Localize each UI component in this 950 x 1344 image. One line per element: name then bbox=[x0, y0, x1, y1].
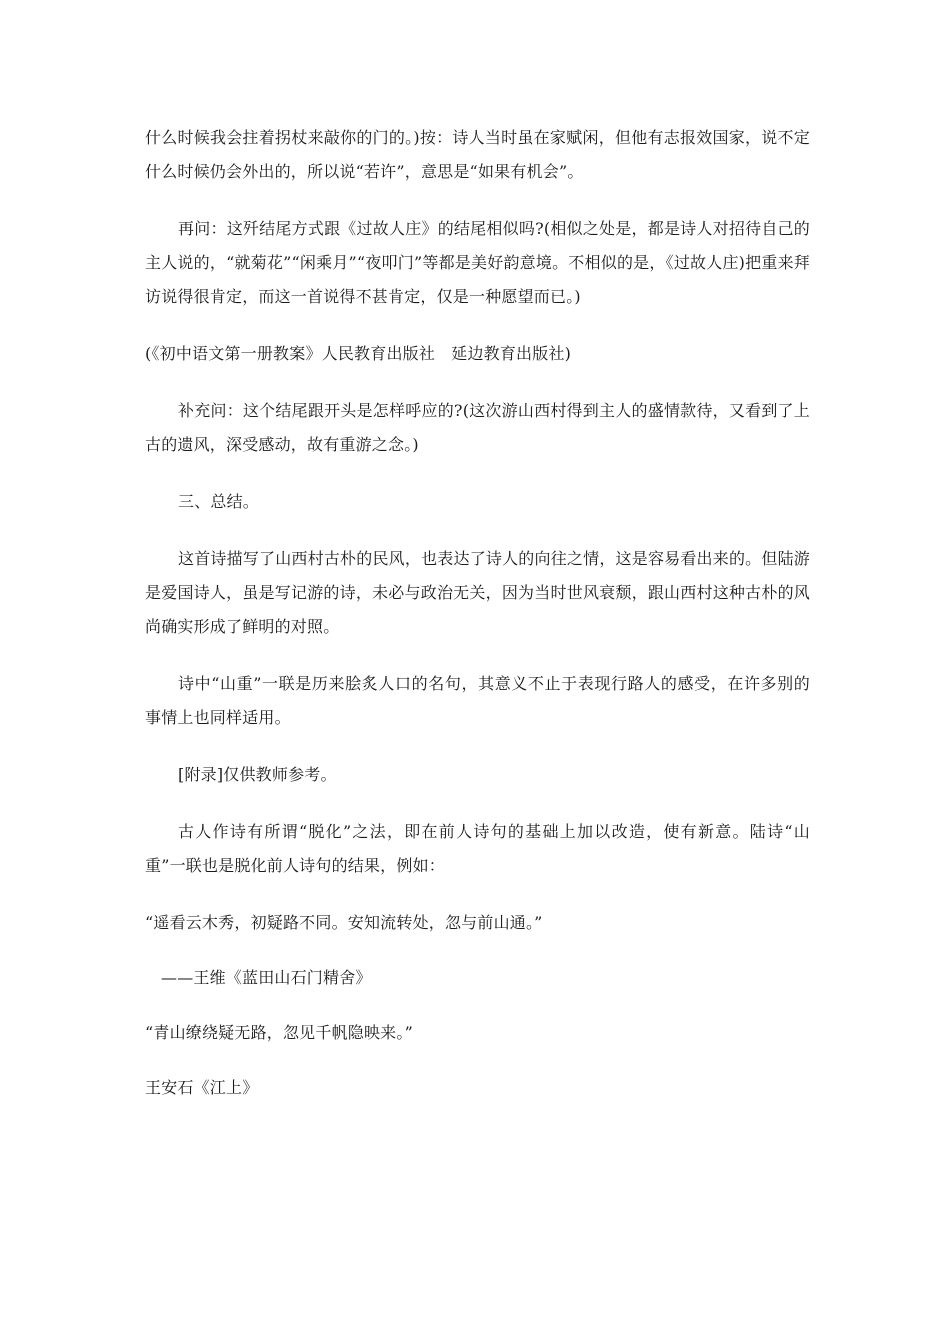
attribution-wang-wei: ——王维《蓝田山石门精舍》 bbox=[161, 968, 372, 987]
paragraph-2: 再问：这歼结尾方式跟《过故人庄》的结尾相似吗?(相似之处是，都是诗人对招待自己的主人说的，“就菊花”“闲乘月”“夜叩门”等都是美好韵意境。不相似的是，《过故人庄)把重来拜访说得很肯定，而这一首说得不甚肯定，仅是一种愿望而已。) bbox=[145, 219, 810, 306]
attribution-wang-anshi: 王安石《江上》 bbox=[145, 1078, 259, 1097]
appendix-heading: [附录]仅供教师参考。 bbox=[178, 765, 337, 784]
quote-wang-anshi: “青山缭绕疑无路，忽见千帆隐映来。” bbox=[145, 1023, 413, 1042]
quote-wang-wei: “遥看云木秀，初疑路不同。安知流转处，忽与前山通。” bbox=[145, 913, 543, 932]
paragraph-3: 补充问：这个结尾跟开头是怎样呼应的?(这次游山西村得到主人的盛情款待，又看到了上古的遗风，深受感动，故有重游之念。) bbox=[145, 401, 810, 454]
section-heading-summary: 三、总结。 bbox=[178, 492, 260, 511]
paragraph-6: 古人作诗有所谓“脱化”之法，即在前人诗句的基础上加以改造，使有新意。陆诗“山重”一联也是脱化前人诗句的结果，例如： bbox=[145, 822, 810, 875]
citation-line: (《初中语文第一册教案》人民教育出版社 延边教育出版社) bbox=[145, 344, 572, 363]
document-page bbox=[145, 121, 810, 1128]
paragraph-4: 这首诗描写了山西村古朴的民风，也表达了诗人的向往之情，这是容易看出来的。但陆游是爱国诗人，虽是写记游的诗，未必与政治无关，因为当时世风衰颓，跟山西村这种古朴的风尚确实形成了鲜明的对照。 bbox=[145, 549, 810, 636]
paragraph-1: 什么时候我会拄着拐杖来敲你的门的。)按：诗人当时虽在家赋闲，但他有志报效国家，说不定什么时候仍会外出的，所以说“若许”，意思是“如果有机会”。 bbox=[145, 128, 810, 181]
paragraph-5: 诗中“山重”一联是历来脍炙人口的名句，其意义不止于表现行路人的感受，在许多别的事情上也同样适用。 bbox=[145, 674, 810, 727]
